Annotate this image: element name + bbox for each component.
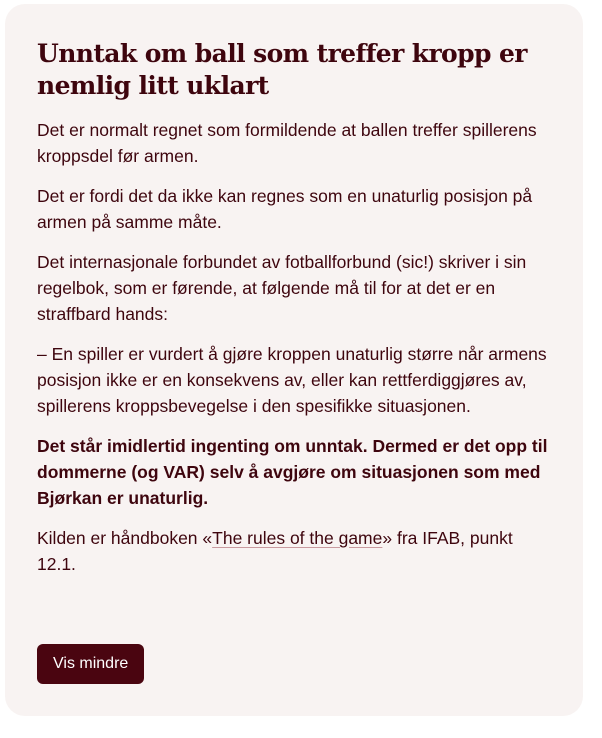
source-prefix: Kilden er håndboken « — [37, 528, 213, 548]
show-less-button[interactable]: Vis mindre — [37, 644, 144, 684]
paragraph: – En spiller er vurdert å gjøre kroppen unaturlig større når armens posisjon ikke er en konsekvens av, eller kan rettferdiggjøres av, spillerens kroppsbevegelse i den spesifikke situasjonen. — [37, 344, 547, 416]
paragraph: Det er fordi det da ikke kan regnes som en unaturlig posisjon på armen på samme måte. — [37, 186, 533, 232]
source-paragraph — [37, 525, 551, 577]
fact-box — [5, 4, 583, 716]
fact-box-heading: Unntak om ball som treffer kropp er nemlig litt uklart — [37, 39, 527, 100]
paragraph: Det internasjonale forbundet av fotballforbund (sic!) skriver i sin regelbok, som er førende, at følgende må til for at det er en straffbard hands: — [37, 252, 527, 324]
source-link[interactable]: The rules of the game — [212, 528, 383, 548]
source-suffix: » fra IFAB, punkt 12.1. — [37, 528, 513, 574]
paragraph: Det er normalt regnet som formildende at ballen treffer spillerens kroppsdel før armen. — [37, 120, 537, 166]
paragraph-bold: Det står imidlertid ingenting om unntak. Dermed er det opp til dommerne (og VAR) selv å avgjøre om situasjonen som med Bjørkan er unaturlig. — [37, 436, 548, 508]
